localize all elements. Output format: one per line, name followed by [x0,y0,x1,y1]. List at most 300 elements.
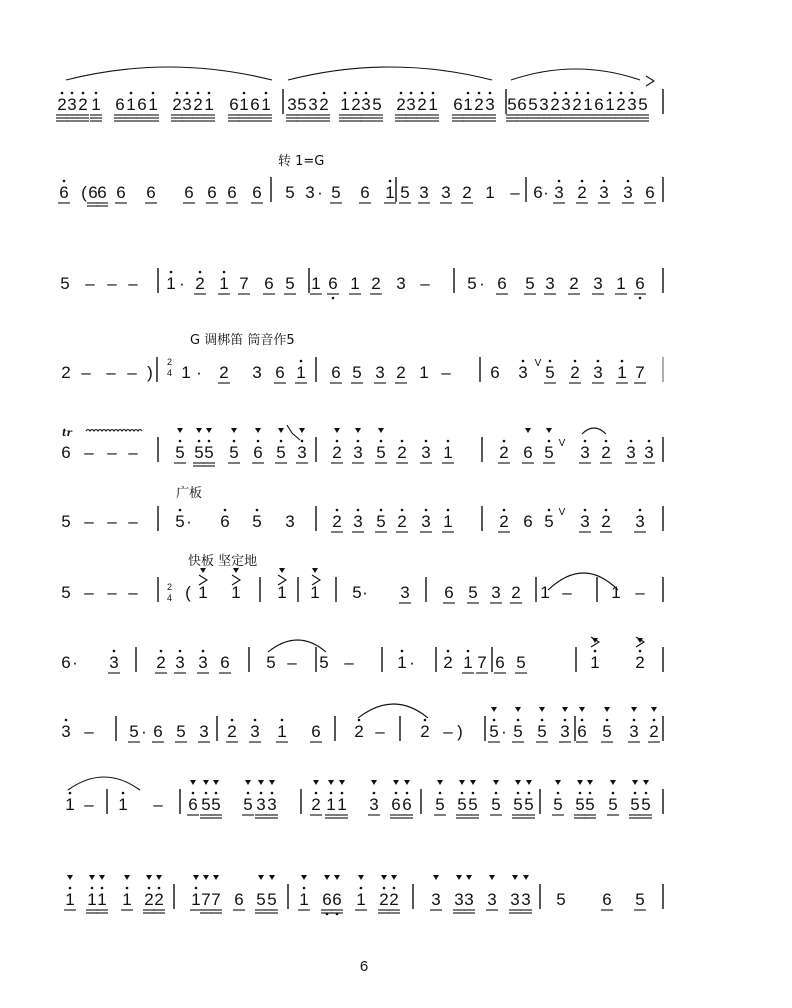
note-digit: 2 [154,890,164,909]
notation-symbol: · [317,183,323,202]
note-digit: 2 [635,653,645,672]
note-digit: 5 [285,183,295,202]
note-digit: 1 [428,95,438,114]
octave-dot-high [358,719,361,722]
octave-dot-high [631,92,634,95]
note-digit: 1 [122,890,132,909]
note-digit: 5 [489,722,499,741]
tongue-mark [258,780,264,785]
notation-symbol: – [510,183,520,202]
note-digit: 2 [397,443,407,462]
tongue-mark [579,707,585,712]
note-digit: 3 [510,890,520,909]
tongue-mark [489,875,495,880]
notation-symbol: · [409,653,415,672]
note-digit: 6 [234,890,244,909]
octave-dot-high [91,887,94,890]
trill-marking: tr [62,428,72,439]
note-digit: 6 [264,274,274,293]
glide-mark [287,425,300,440]
note-digit: 3 [521,890,531,909]
octave-dot-high [197,92,200,95]
note-digit: 3 [626,443,636,462]
tongue-mark [124,875,130,880]
note-digit: 2 [172,95,182,114]
octave-dot-high [493,719,496,722]
note-digit: 3 [485,95,495,114]
note-digit: 6 [207,183,217,202]
note-digit: 3 [198,653,208,672]
tongue-mark [213,780,219,785]
notation-symbol: · [141,722,147,741]
note-digit: 3 [635,512,645,531]
note-digit: 6 [523,512,533,531]
octave-dot-high [126,887,129,890]
note-digit: 3 [599,183,609,202]
note-digit: 6 [59,183,69,202]
note-digit: 3 [109,653,119,672]
octave-dot-high [344,92,347,95]
notation-symbol: – [107,443,117,462]
note-digit: 5 [129,722,139,741]
octave-dot-high [202,650,205,653]
note-digit: 2 [417,95,427,114]
note-digit: 3 [287,95,297,114]
octave-dot-high [517,792,520,795]
note-digit: 1 [126,95,136,114]
note-digit: 2 [332,443,342,462]
notation-symbol: ) [147,363,153,382]
octave-dot-high [223,271,226,274]
note-digit: 1 [463,95,473,114]
note-digit: 5 [435,795,445,814]
note-digit: 2 [61,363,71,382]
tongue-mark [604,707,610,712]
note-digit: 5 [204,443,214,462]
note-digit: 1 [337,795,347,814]
octave-dot-high [393,887,396,890]
note-digit: 3 [285,512,295,531]
octave-dot-high [421,92,424,95]
notation-symbol: – [375,722,385,741]
notation-symbol: – [127,363,137,382]
octave-dot-high [195,887,198,890]
note-digit: 6 [97,183,107,202]
octave-dot-high [170,271,173,274]
notation-symbol: – [287,653,297,672]
octave-dot-high [357,440,360,443]
note-digit: 5 [545,363,555,382]
note-digit: 6 [61,653,71,672]
octave-dot-high [406,792,409,795]
note-digit: 2 [78,95,88,114]
note-digit: 6 [116,183,126,202]
note-digit: 5 [641,795,651,814]
note-digit: 5 [376,512,386,531]
tongue-mark [651,707,657,712]
octave-dot-high [424,719,427,722]
octave-dot-high [198,440,201,443]
note-digit: 6 [331,363,341,382]
note-digit: 2 [371,274,381,293]
octave-dot-high [260,792,263,795]
accent-mark [646,76,654,86]
page-number: 6 [359,958,369,975]
note-digit: 3 [627,95,637,114]
octave-dot-high [233,440,236,443]
note-digit: 5 [630,795,640,814]
notation-symbol: – [81,363,91,382]
octave-dot-high [584,440,587,443]
octave-dot-high [101,887,104,890]
note-digit: 1 [340,95,350,114]
notation-symbol: · [479,274,485,293]
time-signature-bottom: 4 [167,593,173,603]
note-digit: 6 [490,363,500,382]
note-digit: 3 [431,890,441,909]
note-digit: 1 [419,363,429,382]
note-digit: 5 [638,95,648,114]
note-digit: 6 [523,443,533,462]
tongue-mark [269,780,275,785]
note-digit: 7 [201,890,211,909]
note-digit: 6 [391,795,401,814]
note-digit: 5 [175,512,185,531]
note-digit: 2 [389,890,399,909]
note-digit: 5 [175,443,185,462]
tongue-mark [587,780,593,785]
note-digit: 3 [464,890,474,909]
note-digit: 3 [369,795,379,814]
note-digit: 1 [198,583,208,602]
octave-dot-high [400,92,403,95]
octave-dot-high [541,719,544,722]
note-digit: 1 [443,443,453,462]
tongue-mark [523,875,529,880]
octave-dot-low [639,297,642,300]
octave-dot-high [548,509,551,512]
slur-arc [582,428,606,434]
octave-dot-high [605,440,608,443]
octave-dot-high [186,92,189,95]
note-digit: 1 [616,274,626,293]
note-digit: 2 [474,95,484,114]
note-digit: 5 [513,795,523,814]
octave-dot-high [341,792,344,795]
tongue-mark [231,428,237,433]
note-digit: 2 [354,722,364,741]
tongue-mark [437,780,443,785]
note-digit: 3 [256,795,266,814]
tongue-mark [213,875,219,880]
note-digit: 1 [239,95,249,114]
note-digit: 1 [385,183,395,202]
octave-dot-high [439,792,442,795]
note-digit: 2 [193,95,203,114]
largo-annotation: 广板 [176,486,203,501]
note-digit: 6 [137,95,147,114]
tongue-mark [312,568,318,573]
notation-symbol: · [186,512,192,531]
notation-symbol: – [106,363,116,382]
note-digit: 3 [199,722,209,741]
note-digit: 2 [649,722,659,741]
octave-dot-high [61,92,64,95]
note-digit: 6 [322,890,332,909]
note-digit: 1 [296,363,306,382]
note-digit: 3 [560,722,570,741]
note-digit: 5 [468,795,478,814]
note-digit: 3 [406,95,416,114]
octave-dot-high [257,440,260,443]
note-digit: 2 [227,722,237,741]
note-digit: 6 [275,363,285,382]
octave-dot-high [69,887,72,890]
octave-dot-high [627,180,630,183]
octave-dot-high [160,650,163,653]
octave-dot-high [447,650,450,653]
octave-dot-high [199,271,202,274]
note-digit: 5 [553,795,563,814]
note-digit: 5 [61,512,71,531]
octave-dot-high [330,792,333,795]
note-digit: 5 [635,890,645,909]
tongue-mark [577,780,583,785]
note-digit: 7 [635,363,645,382]
note-digit: 6 [311,722,321,741]
note-digit: 3 [250,722,260,741]
tongue-mark [631,707,637,712]
tongue-mark [555,780,561,785]
note-digit: 6 [602,890,612,909]
note-digit: 6 [250,95,260,114]
tongue-mark [67,875,73,880]
octave-dot-high [373,792,376,795]
note-digit: 1 [311,274,321,293]
octave-dot-high [425,509,428,512]
octave-dot-high [63,180,66,183]
octave-dot-high [558,180,561,183]
octave-dot-high [243,92,246,95]
note-digit: 3 [539,95,549,114]
octave-dot-high [215,792,218,795]
slur-arc [66,67,272,80]
note-digit: 2 [396,363,406,382]
octave-dot-high [336,509,339,512]
note-digit: 1 [231,583,241,602]
tongue-mark [470,780,476,785]
octave-dot-high [565,92,568,95]
note-digit: 1 [540,583,550,602]
notation-symbol: – [107,274,117,293]
octave-dot-high [564,719,567,722]
trill-wave [86,430,142,432]
octave-dot-high [594,650,597,653]
octave-dot-high [303,887,306,890]
note-digit: 6 [453,95,463,114]
note-digit: 2 [144,890,154,909]
octave-dot-high [247,792,250,795]
tongue-mark [301,875,307,880]
tongue-mark [526,780,532,785]
octave-dot-high [609,92,612,95]
notation-symbol: · [501,722,507,741]
tongue-mark [459,780,465,785]
tongue-mark [515,707,521,712]
note-digit: 6 [444,583,454,602]
octave-dot-high [69,792,72,795]
note-digit: 2 [57,95,67,114]
octave-dot-high [176,92,179,95]
octave-dot-high [281,719,284,722]
slur-arc [288,67,492,80]
note-digit: 5 [513,722,523,741]
note-digit: 2 [156,653,166,672]
octave-dot-high [581,719,584,722]
octave-dot-high [254,719,257,722]
note-digit: 1 [261,95,271,114]
tongue-mark [512,875,518,880]
octave-dot-high [208,440,211,443]
octave-dot-high [380,509,383,512]
note-digit: 3 [252,363,262,382]
notation-symbol: – [562,583,572,602]
octave-dot-high [557,792,560,795]
note-digit: 6 [645,183,655,202]
octave-dot-high [360,887,363,890]
note-digit: 5 [297,95,307,114]
notation-symbol: – [128,443,138,462]
note-digit: 2 [443,653,453,672]
tongue-mark [546,428,552,433]
octave-dot-high [357,509,360,512]
octave-dot-high [579,792,582,795]
note-digit: 1 [299,890,309,909]
note-digit: 5 [468,583,478,602]
note-digit: 3 [454,890,464,909]
note-digit: 1 [590,653,600,672]
note-digit: 3 [361,95,371,114]
octave-dot-low [332,297,335,300]
note-digit: 6 [495,653,505,672]
note-digit: 1 [617,363,627,382]
notation-symbol: – [344,653,354,672]
tongue-mark [146,875,152,880]
octave-dot-high [528,792,531,795]
tongue-mark [491,707,497,712]
note-digit: 5 [211,795,221,814]
notation-symbol: · [179,274,185,293]
slur-arc [68,777,140,790]
note-digit: 1 [611,583,621,602]
note-digit: 3 [297,443,307,462]
notation-symbol: ( [81,183,87,202]
tongue-mark [493,780,499,785]
note-digit: 1 [204,95,214,114]
octave-dot-high [495,792,498,795]
note-digit: 6 [88,183,98,202]
instrument-annotation: G 调梆笛 筒音作5 [190,333,295,348]
tongue-mark [632,780,638,785]
octave-dot-high [576,92,579,95]
note-digit: 5 [537,722,547,741]
tongue-mark [258,875,264,880]
tongue-mark [334,428,340,433]
octave-dot-high [597,360,600,363]
octave-dot-high [383,887,386,890]
note-digit: 5 [252,512,262,531]
octave-dot-high [581,180,584,183]
note-digit: 3 [396,274,406,293]
note-digit: 3 [353,512,363,531]
note-digit: 6 [61,443,71,462]
tongue-mark [245,780,251,785]
octave-dot-high [122,792,125,795]
octave-dot-high [71,92,74,95]
note-digit: 3 [441,183,451,202]
octave-dot-high [130,92,133,95]
note-digit: 3 [182,95,192,114]
notation-symbol: – [84,583,94,602]
note-digit: 6 [517,95,527,114]
tongue-mark [391,875,397,880]
note-digit: 1 [310,583,320,602]
tongue-mark [279,568,285,573]
note-digit: 1 [583,95,593,114]
note-digit: 2 [601,443,611,462]
note-digit: 2 [570,363,580,382]
note-digit: 5 [376,443,386,462]
note-digit: 5 [285,274,295,293]
octave-dot-high [301,440,304,443]
octave-dot-high [645,792,648,795]
note-digit: 2 [499,512,509,531]
note-digit: 5 [556,890,566,909]
notation-symbol: ( [185,583,191,602]
tongue-mark [99,875,105,880]
modulation-annotation: 转 1=G [278,154,325,169]
note-digit: 5 [491,795,501,814]
note-digit: 6 [184,183,194,202]
note-digit: 6 [533,183,543,202]
note-digit: 3 [644,443,654,462]
notation-symbol: – [84,722,94,741]
tongue-mark [255,428,261,433]
note-digit: 6 [227,183,237,202]
octave-dot-high [633,719,636,722]
octave-dot-high [179,509,182,512]
note-digit: 5 [331,183,341,202]
tongue-mark [156,875,162,880]
note-digit: 3 [580,512,590,531]
time-signature-top: 2 [167,357,173,367]
note-digit: 6 [594,95,604,114]
octave-dot-high [231,719,234,722]
octave-dot-high [205,792,208,795]
note-digit: 6 [115,95,125,114]
notation-notes [57,95,658,909]
note-digit: 5 [256,890,266,909]
tongue-mark [177,428,183,433]
note-digit: 5 [201,795,211,814]
note-digit: 6 [402,795,412,814]
octave-dot-high [95,92,98,95]
octave-dot-high [395,792,398,795]
note-digit: 5 [524,795,534,814]
tongue-mark [371,780,377,785]
tongue-mark [334,875,340,880]
note-digit: 3 [518,363,528,382]
